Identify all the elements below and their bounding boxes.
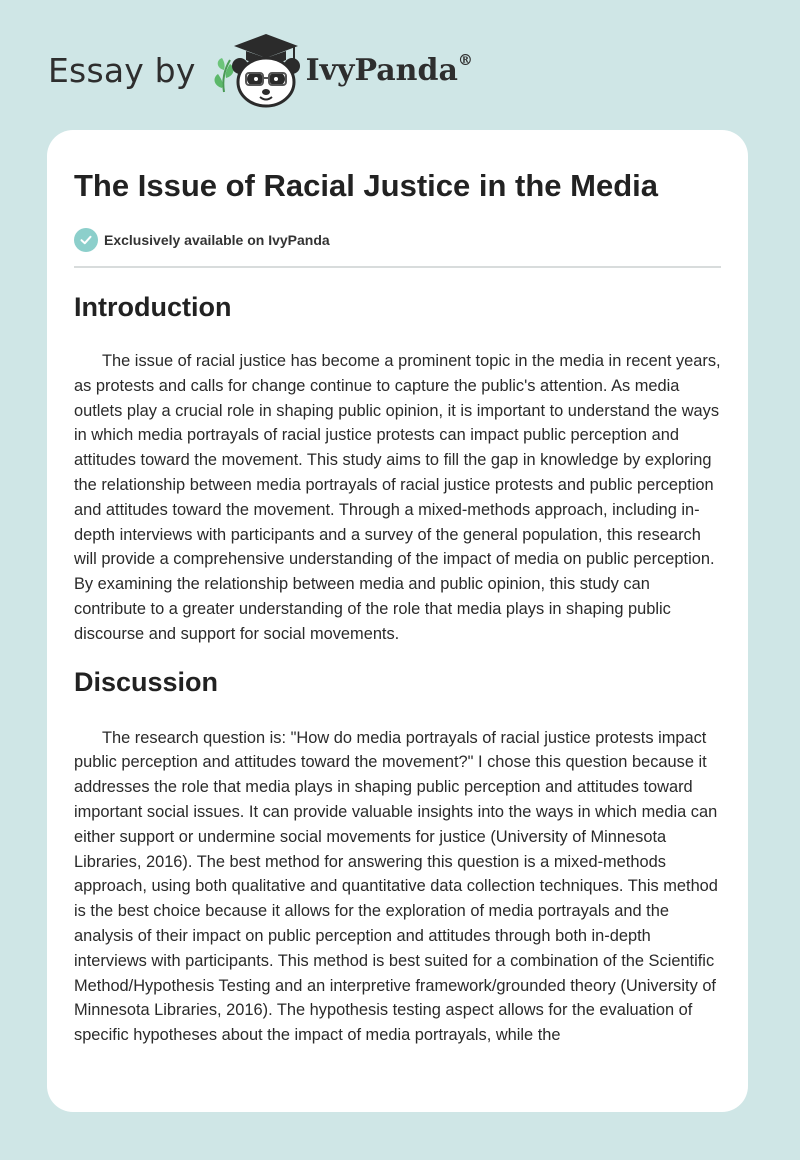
panda-logo-icon[interactable] — [210, 30, 302, 110]
check-badge-icon — [74, 228, 98, 252]
essay-by-label: Essay by — [48, 50, 196, 90]
section-heading-discussion: Discussion — [74, 666, 219, 697]
panda-face-icon — [232, 58, 300, 106]
section-heading-introduction: Introduction — [74, 292, 232, 322]
registered-mark: ® — [457, 50, 473, 69]
leaf-icon — [214, 58, 233, 92]
section-paragraph-introduction: The issue of racial justice has become a prominent topic in the media in recent years, as protests and calls for change continue to capture the public's attention. As media outlets play a crucial role in shaping public opinion, it is important to understand the ways in which media portrayals of racial justice protests can impact public perception and attitudes toward the movement. This study aims to fill the gap in knowledge by exploring the relationship between media portrayals of racial justice protests and public perception and attitudes toward the movement. Through a mixed-methods approach, including in-depth interviews with participants and a survey of the general population, this research will provide a comprehensive understanding of the impact of media on public perception. By examining the relationship between media and public opinion, this study can contribute to a greater understanding of the role that media plays in shaping public discourse and support for social movements. — [74, 352, 721, 643]
page-title: The Issue of Racial Justice in the Media — [74, 168, 659, 203]
brand-text: IvyPanda — [305, 52, 458, 88]
exclusive-label: Exclusively available on IvyPanda — [104, 232, 330, 248]
section-paragraph-discussion: The research question is: "How do media portrayals of racial justice protests impact public perception and attitudes toward the movement?" I chose this question because it addresses the role that media plays in shaping public perception and attitudes toward important social issues. It can provide valuable insights into the ways in which media can either support or undermine social movements for justice (University of Minnesota Libraries, 2016). The best method for answering this question is a mixed-methods approach, using both qualitative and quantitative data collection techniques. This method is the best choice because it allows for the exploration of media portrayals and the analysis of their impact on public perception and attitudes through both in-depth interviews with participants. This method is best suited for a combination of the Scientific Method/Hypothesis Testing and an interpretive framework/grounded theory (University of Minnesota Libraries, 2016). The hypothesis testing aspect allows for the evaluation of specific hypotheses about the impact of media portrayals, while the — [74, 728, 718, 1045]
exclusive-notice — [74, 227, 721, 253]
essay-card — [47, 130, 748, 1112]
brand-name[interactable] — [305, 50, 473, 88]
site-header — [48, 30, 473, 110]
divider — [74, 266, 721, 268]
